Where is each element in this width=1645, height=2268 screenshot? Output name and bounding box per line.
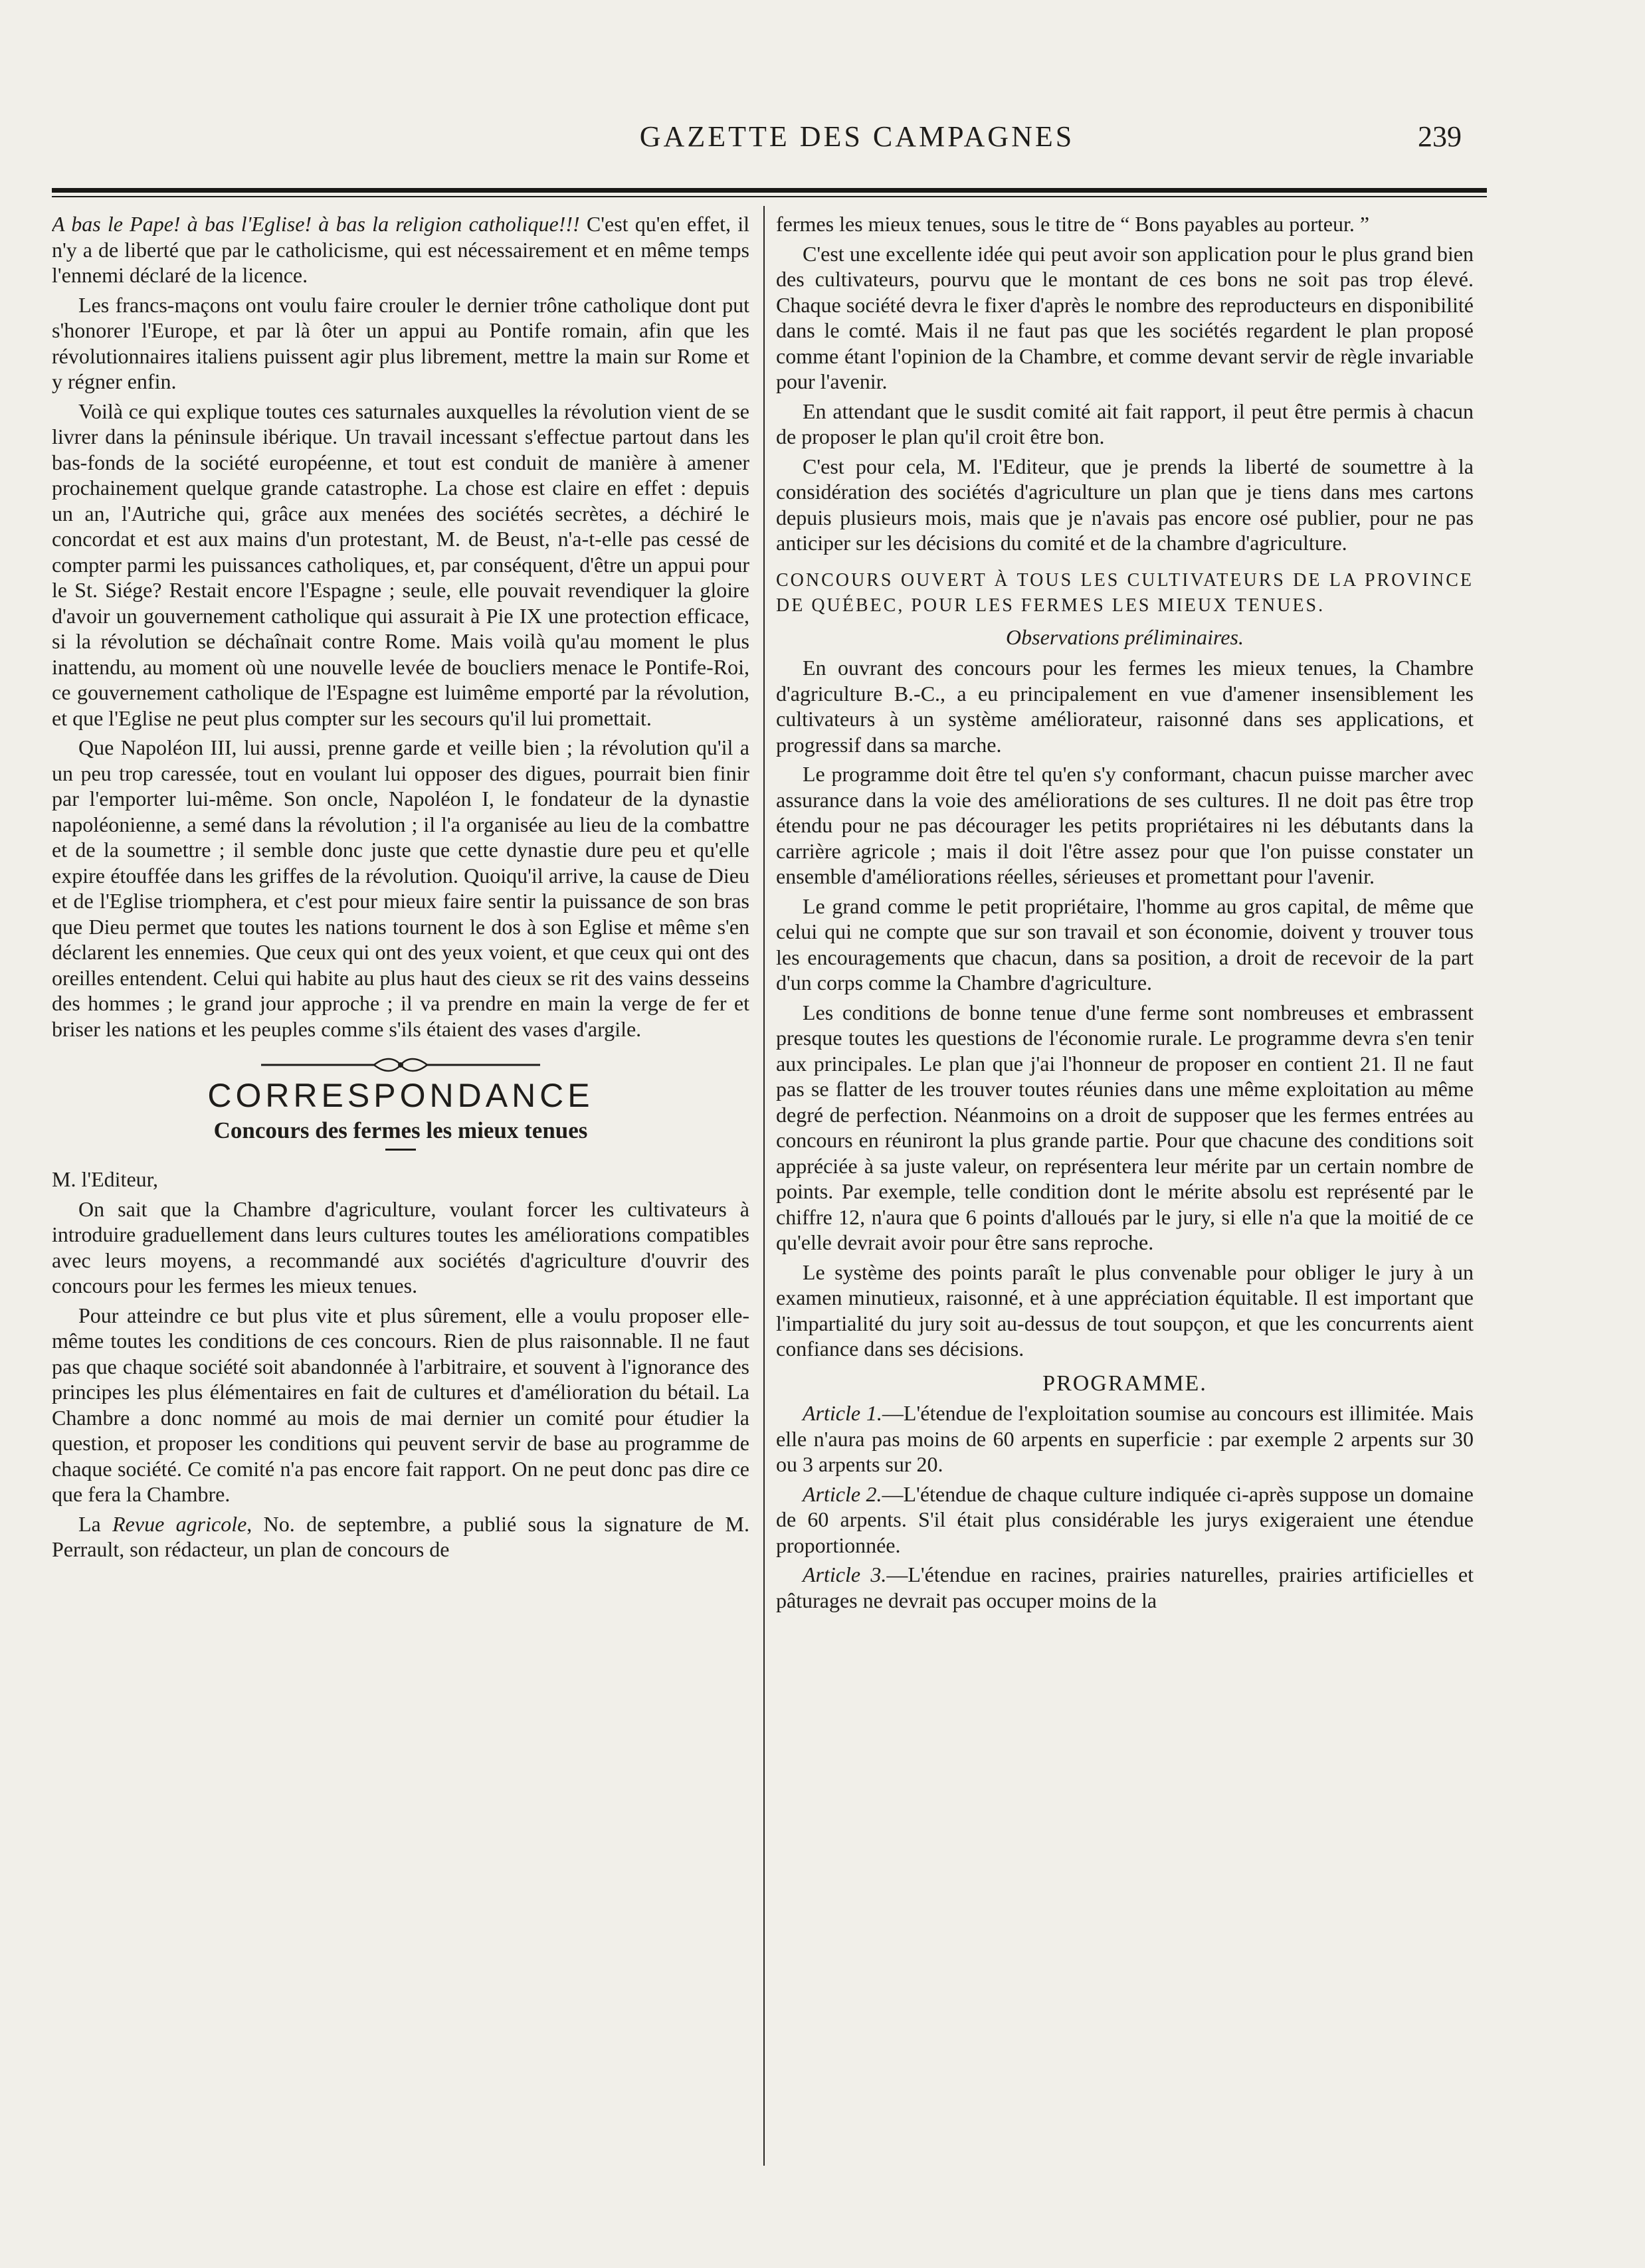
article-text: —L'étendue en racines, prairies naturelles, prairies artificielles et pâturages ne devrait pas occuper moins de la	[776, 1562, 1474, 1612]
page-number: 239	[1418, 120, 1462, 153]
concours-heading: CONCOURS OUVERT À TOUS LES CULTIVATEURS DE LA PROVINCE DE QUÉBEC, POUR LES FERMES LES MIEUX TENUES.	[776, 569, 1474, 616]
publication-title: Revue agricole	[112, 1511, 247, 1536]
article-label: Article 3.	[803, 1562, 887, 1586]
section-heading: CORRESPONDANCE	[207, 1077, 594, 1114]
paragraph: Pour atteindre ce but plus vite et plus sûrement, elle a voulu proposer elle-même toutes les conditions de ces concours. Rien de plus raisonnable. Il ne faut pas que chaque société soit abandonnée à l'arbitraire, et souvent à l'ignorance des principes les plus élémentaires en fait de cultures et d'amélioration du bétail. La Chambre a donc nommé au mois de mai dernier un comité pour étudier la question, et proposer les conditions qui peuvent servir de base au programme de chaque société. Ce comité n'a pas encore fait rapport. On ne peut donc pas dire ce que fera la Chambre.	[52, 1303, 749, 1506]
ornamental-divider	[52, 1055, 749, 1075]
paragraph: En ouvrant des concours pour les fermes les mieux tenues, la Chambre d'agriculture B.-C., a eu principalement en vue d'amener insensiblement les cultivateurs à un système améliorateur, raisonné dans ses applications, et progressif dans sa marche.	[776, 656, 1474, 757]
left-column	[52, 211, 749, 2164]
running-title: GAZETTE DES CAMPAGNES	[639, 120, 1075, 153]
header-rule-thin	[52, 196, 1487, 197]
paragraph: fermes les mieux tenues, sous le titre de “ Bons payables au porteur. ”	[776, 212, 1370, 236]
article-text: —L'étendue de chaque culture indiquée ci-après suppose un domaine de 60 arpents. S'il était plus considérable les jurys exigeraient une étendue proportionnée.	[776, 1481, 1474, 1557]
article-paragraph	[776, 1400, 1474, 1477]
article-paragraph	[776, 1481, 1474, 1559]
paragraph	[52, 211, 749, 288]
column-divider	[763, 206, 765, 2166]
paragraph: En attendant que le susdit comité ait fait rapport, il peut être permis à chacun de proposer le plan qu'il croit être bon.	[776, 399, 1474, 448]
paragraph-text: C'est qu'en effet, il n'y a de liberté que par le catholicisme, qui est nécessairement et en même temps l'ennemi déclaré de la licence.	[52, 212, 749, 287]
ornament-icon	[261, 1055, 540, 1075]
paragraph: Les conditions de bonne tenue d'une ferme sont nombreuses et embrassent presque toutes les questions de l'économie rurale. Le programme devra s'en tenir aux principales. Le plan que j'ai l'honneur de proposer en contient 21. Il ne faut pas se flatter de les trouver toutes réunies dans une même exploitation au même degré de perfection. Néanmoins on a droit de supposer que les fermes entrées au concours en réuniront la plus grande partie. Pour que chacune des conditions soit appréciée à sa juste valeur, on représentera leur mérite par un certain nombre de points. Par exemple, telle condition dont le mérite absolu est représenté par le chiffre 12, n'aura que 6 points d'alloués par le jury, si elle n'a que la moitié de ce qu'elle devrait avoir pour être sans reproche.	[776, 1000, 1474, 1254]
paragraph: Les francs-maçons ont voulu faire crouler le dernier trône catholique dont put s'honorer l'Europe, et par là ôter un appui au Pontife romain, afin que les révolutionnaires italiens puissent agir plus librement, mettre la main sur Rome et y régner enfin.	[52, 292, 749, 393]
observations-heading: Observations préliminaires.	[1006, 624, 1244, 649]
article-label: Article 1.	[803, 1401, 882, 1425]
salutation: M. l'Editeur,	[52, 1167, 159, 1191]
paragraph: C'est pour cela, M. l'Editeur, que je prends la liberté de soumettre à la considération des sociétés d'agriculture un plan que je tiens dans mes cartons depuis plusieurs mois, mais que je n'avais pas encore osé publier, pour ne pas anticiper sur les décisions du comité et de la chambre d'agriculture.	[776, 454, 1474, 555]
paragraph: Voilà ce qui explique toutes ces saturnales auxquelles la révolution vient de se livrer dans la péninsule ibérique. Un travail incessant s'effectue partout dans les bas-fonds de la société européenne, et tout est conduit de manière à amener prochainement quelque grande catastrophe. La chose est claire en effet : depuis un an, l'Autriche qui, grâce aux menées des sociétés secrètes, a déchiré le concordat et est aux mains d'un protestant, M. de Beust, n'a-t-elle pas cessé de compter parmi les puissances catholiques, et, par conséquent, d'être un appui pour le St. Siége? Restait encore l'Espagne ; seule, elle pouvait revendiquer la gloire d'avoir un gouvernement catholique qui assurait à Pie IX une protection efficace, si la révolution se déchaînait contre Rome. Mais voilà qu'au moment le plus inattendu, au moment où une nouvelle levée de boucliers menace le Pontife-Roi, ce gouvernement catholique de l'Espagne est luimême emporté par la révolution, et que l'Eglise ne peut plus compter sur les secours qu'il lui promettait.	[52, 399, 749, 730]
short-rule	[385, 1149, 416, 1151]
paragraph: Que Napoléon III, lui aussi, prenne garde et veille bien ; la révolution qu'il a un peu trop caressée, tout en voulant lui opposer des digues, pourrait bien finir par l'emporter lui-même. Son oncle, Napoléon I, le fondateur de la dynastie napoléonienne, a semé dans la révolution ; il l'a organisée au lieu de la combattre et de la soumettre ; il semble donc juste que cette dynastie dure peu et qu'elle expire étouffée dans les griffes de la révolution. Quoiqu'il arrive, la cause de Dieu et de l'Eglise triomphera, et c'est pour mieux faire sentir la puissance de son bras que Dieu permet que toutes les nations tournent le dos à son Eglise et même s'en déclarent les ennemies. Que ceux qui ont des yeux voient, et que ceux qui ont des oreilles entendent. Celui qui habite au plus haut des cieux se rit des vains desseins des hommes ; le grand jour approche ; il va prendre en main la verge de fer et briser les nations et les peuples comme s'ils étaient des vases d'argile.	[52, 735, 749, 1041]
paragraph-text: La	[78, 1511, 113, 1536]
paragraph: Le grand comme le petit propriétaire, l'homme au gros capital, de même que celui qui ne compte que sur son travail et son économie, doivent y trouver tous les encouragements que chacun, dans sa position, a droit de recevoir de la part d'un corps comme la Chambre d'agriculture.	[776, 894, 1474, 994]
paragraph: Le système des points paraît le plus convenable pour obliger le jury à un examen minutieux, raisonné, et à une appréciation équitable. Il est important que l'impartialité du jury soit au-dessus de tout soupçon, et que les concurrents aient confiance dans ses décisions.	[776, 1260, 1474, 1361]
header-rule-thick	[52, 188, 1487, 193]
paragraph: Le programme doit être tel qu'en s'y conformant, chacun puisse marcher avec assurance dans la voie des améliorations de ses cultures. Il ne doit pas être trop étendu pour ne pas décourager les petits propriétaires ni les débutants dans la carrière agricole ; mais il doit l'être assez pour que l'on puisse constater un ensemble d'améliorations réelles, sérieuses et promettant pour l'avenir.	[776, 762, 1474, 888]
article-subheading: Concours des fermes les mieux tenues	[213, 1117, 588, 1143]
article-text: —L'étendue de l'exploitation soumise au concours est illimitée. Mais elle n'aura pas moins de 60 arpents en superficie : par exemple 2 arpents sur 30 ou 3 arpents sur 20.	[776, 1401, 1474, 1476]
exclamation-italic: A bas le Pape! à bas l'Eglise! à bas la religion catholique!!!	[52, 212, 580, 236]
page-header	[199, 120, 1462, 166]
paragraph	[52, 1511, 749, 1562]
article-label: Article 2.	[803, 1481, 882, 1506]
paragraph: C'est une excellente idée qui peut avoir son application pour le plus grand bien des cultivateurs, pourvu que le montant de ces bons ne soit pas trop élevé. Chaque société devra le fixer d'après le nombre des reproducteurs en disponibilité dans le comté. Mais il ne faut pas que les sociétés regardent le plan proposé comme étant l'opinion de la Chambre, et comme devant servir de règle invariable pour l'avenir.	[776, 241, 1474, 393]
right-column	[776, 211, 1474, 2164]
article-paragraph	[776, 1562, 1474, 1613]
paragraph: On sait que la Chambre d'agriculture, voulant forcer les cultivateurs à introduire graduellement dans leurs cultures toutes les améliorations compatibles avec leurs moyens, a recommandé aux sociétés d'agriculture d'ouvrir des concours pour les fermes les mieux tenues.	[52, 1196, 749, 1297]
paragraph-text: , No. de septembre, a publié sous la signature de M. Perrault, son rédacteur, un plan de concours de	[52, 1511, 749, 1561]
programme-title: PROGRAMME.	[1042, 1370, 1207, 1396]
